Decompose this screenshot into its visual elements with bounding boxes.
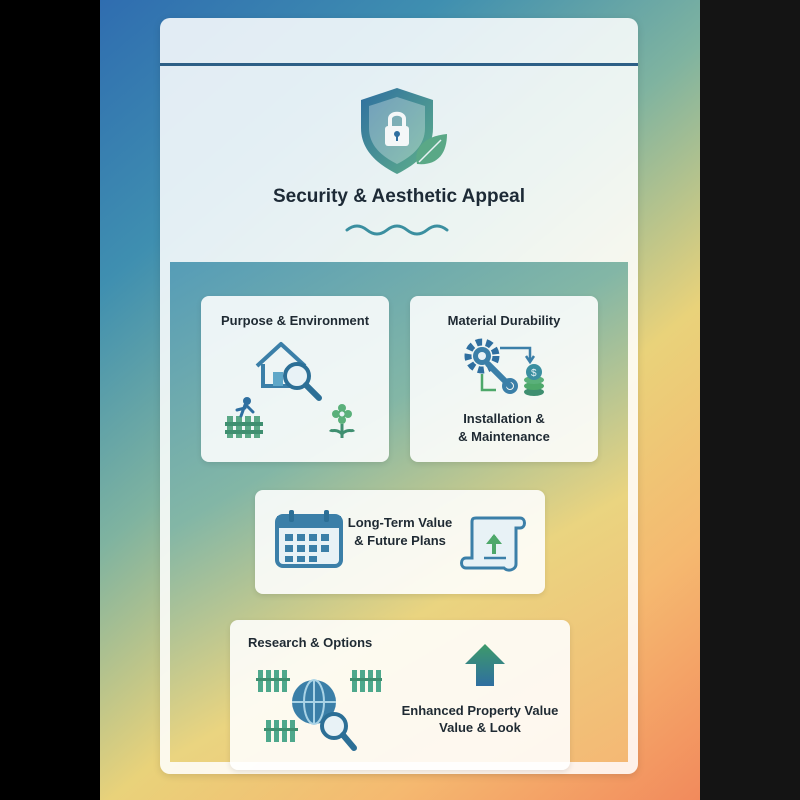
card-material-subtitle-1: Installation &	[463, 411, 545, 426]
calendar-icon	[275, 510, 345, 568]
header-divider	[160, 63, 638, 66]
card-purpose-environment	[201, 296, 389, 462]
card-longterm-title-2: & Future Plans	[354, 533, 446, 548]
gear-wrench-coins-icon	[460, 334, 552, 404]
card-purpose-title: Purpose & Environment	[220, 313, 370, 328]
arrow-up-icon	[463, 642, 507, 688]
svg-text:$: $	[531, 368, 537, 379]
card-material-title: Material Durability	[447, 313, 561, 328]
globe-fence-search-icon	[256, 664, 382, 760]
left-margin	[0, 0, 100, 800]
card-research-value-1: Enhanced Property Value	[401, 703, 559, 718]
wave-divider	[345, 220, 455, 238]
card-research-options	[230, 620, 570, 770]
document-scroll-icon	[460, 514, 532, 574]
page-title: Security & Aesthetic Appeal	[272, 186, 525, 207]
card-longterm-title-1: Long-Term Value	[347, 515, 453, 530]
shield-lock-icon	[355, 84, 450, 179]
card-long-term-value	[255, 490, 545, 594]
card-research-title: Research & Options	[248, 635, 373, 650]
fence-person-icon	[225, 396, 267, 440]
card-material-durability	[410, 296, 598, 462]
card-research-value-2: Value & Look	[439, 720, 521, 735]
flower-icon	[326, 404, 358, 442]
card-material-subtitle-2: & Maintenance	[458, 429, 550, 444]
right-margin	[700, 0, 800, 800]
